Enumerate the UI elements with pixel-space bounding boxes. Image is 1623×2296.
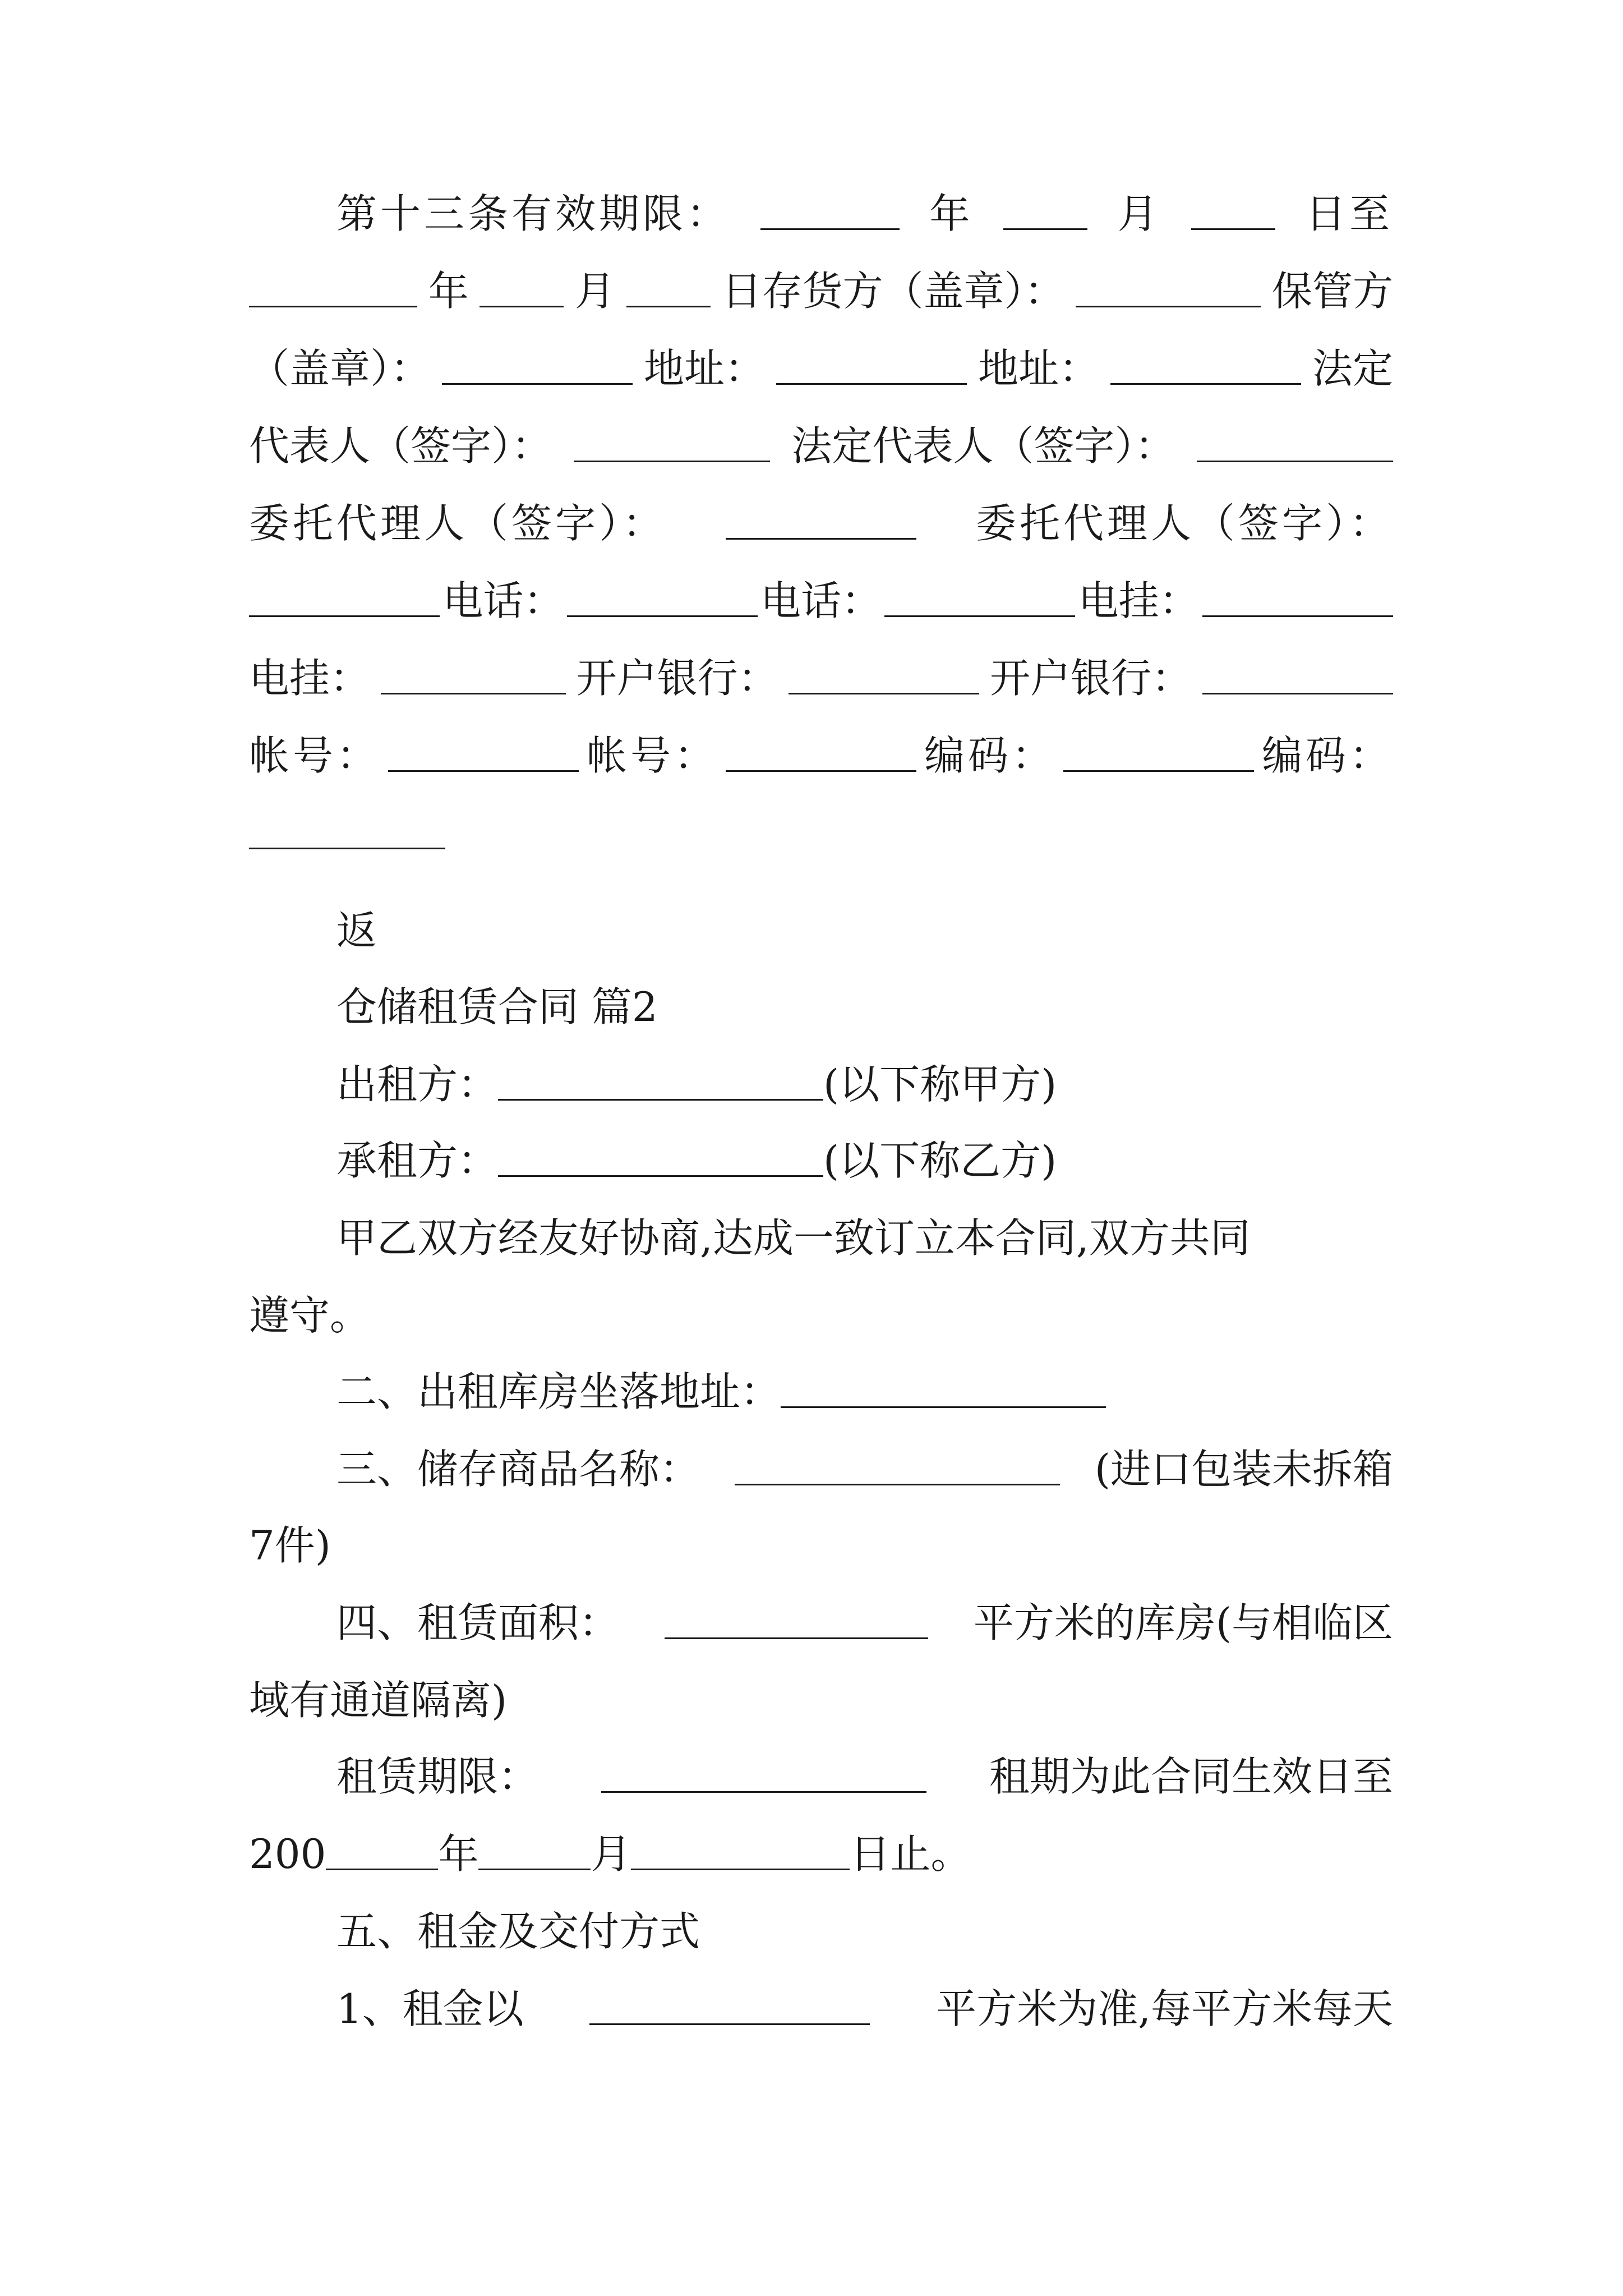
term-year-label: 年 bbox=[438, 1830, 479, 1878]
blank-account-2 bbox=[726, 770, 916, 772]
article-13-line-7 bbox=[249, 647, 1393, 709]
section-3-line-1 bbox=[336, 1438, 1393, 1500]
blank-address-1 bbox=[776, 383, 967, 385]
lessee-line bbox=[336, 1130, 1393, 1191]
article-13-line-1 bbox=[336, 183, 1393, 245]
article-13-line-2 bbox=[249, 260, 1393, 322]
legal-representative-signature-label: 法定代表人（签字）： bbox=[791, 422, 1175, 470]
telex-label: 电挂： bbox=[1078, 577, 1200, 624]
bank-label: 开户银行： bbox=[576, 655, 778, 702]
article-13-line-6 bbox=[249, 570, 1393, 632]
term-year-prefix: 200 bbox=[249, 1830, 326, 1878]
section-2-line bbox=[336, 1361, 1393, 1423]
contract-title-text: 仓储租赁合同 篇2 bbox=[336, 983, 658, 1030]
section-3-note-2: 7件) bbox=[249, 1522, 331, 1569]
blank-agent-2 bbox=[249, 615, 440, 617]
address-label: 地址： bbox=[978, 345, 1099, 392]
day-to-label: 日至 bbox=[1305, 190, 1393, 237]
blank-phone-2 bbox=[884, 615, 1075, 617]
year-label: 年 bbox=[929, 190, 974, 237]
blank-term-month bbox=[478, 1868, 591, 1870]
blank-depositor-seal bbox=[1076, 305, 1261, 307]
seal-label: （盖章）： bbox=[249, 345, 431, 392]
blank-term bbox=[601, 1791, 926, 1793]
blank-end-month bbox=[479, 305, 564, 307]
blank-postcode-2 bbox=[249, 847, 445, 849]
blank-bank-1 bbox=[789, 692, 979, 694]
blank-lessee bbox=[498, 1175, 823, 1177]
rent-item-1-label: 1、租金以 bbox=[336, 1985, 524, 2032]
lessee-label: 承租方： bbox=[336, 1137, 499, 1184]
section-3-line-2 bbox=[249, 1515, 1393, 1576]
blank-custodian-seal bbox=[442, 383, 633, 385]
postcode-label: 编码： bbox=[924, 732, 1055, 779]
section-3-label: 三、储存商品名称： bbox=[336, 1446, 700, 1493]
back-text[interactable]: 返 bbox=[336, 907, 377, 954]
article-13-line-4 bbox=[249, 415, 1393, 477]
blank-telex-1 bbox=[1202, 615, 1393, 617]
back-link[interactable] bbox=[336, 900, 1393, 961]
blank-area bbox=[665, 1637, 928, 1639]
rent-item-1 bbox=[336, 1978, 1393, 2040]
blank-representative-2 bbox=[1197, 460, 1393, 462]
section-4-label: 四、租赁面积： bbox=[336, 1599, 620, 1646]
legal-label: 法定 bbox=[1312, 345, 1393, 392]
term-line-1 bbox=[336, 1746, 1393, 1807]
agent-signature-label: 委托代理人（签字）： bbox=[249, 500, 667, 547]
postcode-label-2: 编码： bbox=[1261, 732, 1393, 779]
agreement-text-1: 甲乙双方经友好协商,达成一致订立本合同,双方共同 bbox=[336, 1214, 1251, 1262]
blank-start-year bbox=[760, 228, 900, 230]
lessor-suffix: (以下称甲方) bbox=[823, 1061, 1057, 1108]
agreement-text-2: 遵守。 bbox=[249, 1292, 371, 1339]
lessor-label: 出租方： bbox=[336, 1061, 499, 1108]
term-day-label: 日止。 bbox=[850, 1830, 971, 1878]
blank-lessor bbox=[498, 1098, 823, 1101]
month-label: 月 bbox=[1117, 190, 1161, 237]
article-13-line-9 bbox=[249, 802, 1393, 864]
representative-signature-label: 代表人（签字）： bbox=[249, 422, 552, 470]
blank-phone-1 bbox=[567, 615, 758, 617]
article-13-line-5 bbox=[249, 493, 1393, 554]
blank-end-day bbox=[626, 305, 711, 307]
contract-title bbox=[336, 976, 1393, 1038]
blank-telex-2 bbox=[381, 692, 566, 694]
bank-label-2: 开户银行： bbox=[990, 655, 1192, 702]
blank-goods-name bbox=[735, 1483, 1060, 1485]
term-line-2 bbox=[249, 1823, 1393, 1885]
depositor-seal-label: 日存货方（盖章）： bbox=[721, 268, 1065, 315]
blank-end-year bbox=[249, 305, 417, 307]
account-label: 帐号： bbox=[249, 732, 381, 779]
section-3-note: (进口包装未拆箱 bbox=[1094, 1446, 1393, 1493]
article-13-line-8 bbox=[249, 725, 1393, 786]
telex-label-2: 电挂： bbox=[249, 655, 371, 702]
blank-address-2 bbox=[1110, 383, 1301, 385]
phone-label-2: 电话： bbox=[760, 577, 882, 624]
article-13-label: 第十三条有效期限： bbox=[336, 190, 731, 237]
lessor-line bbox=[336, 1053, 1393, 1115]
article-13-line-3 bbox=[249, 338, 1393, 399]
custodian-label: 保管方 bbox=[1271, 268, 1393, 315]
lessee-suffix: (以下称乙方) bbox=[823, 1137, 1057, 1184]
section-4-note-2: 域有通道隔离) bbox=[249, 1677, 508, 1724]
rent-item-1-text: 平方米为准,每平方米每天 bbox=[936, 1985, 1393, 2032]
blank-account-1 bbox=[388, 770, 579, 772]
agreement-line-2 bbox=[249, 1285, 1393, 1346]
term-month-label: 月 bbox=[591, 1830, 631, 1878]
year-label: 年 bbox=[428, 268, 469, 315]
blank-bank-2 bbox=[1202, 692, 1393, 694]
agent-signature-label-2: 委托代理人（签字）： bbox=[975, 500, 1393, 547]
blank-start-day bbox=[1191, 228, 1275, 230]
term-label: 租赁期限： bbox=[336, 1753, 539, 1800]
section-2-label: 二、出租库房坐落地址： bbox=[336, 1368, 781, 1415]
account-label-2: 帐号： bbox=[586, 732, 718, 779]
section-5-heading bbox=[336, 1901, 1393, 1962]
blank-rent-area bbox=[589, 2023, 870, 2025]
blank-term-day bbox=[631, 1868, 850, 1870]
blank-agent-1 bbox=[726, 537, 916, 540]
term-note: 租期为此合同生效日至 bbox=[989, 1753, 1393, 1800]
blank-postcode-1 bbox=[1063, 770, 1254, 772]
agreement-line-1 bbox=[336, 1207, 1393, 1269]
blank-start-month bbox=[1003, 228, 1087, 230]
address-label: 地址： bbox=[643, 345, 765, 392]
section-4-note: 平方米的库房(与相临区 bbox=[973, 1599, 1393, 1646]
blank-representative-1 bbox=[574, 460, 770, 462]
blank-warehouse-address bbox=[781, 1406, 1106, 1408]
section-4-line-2 bbox=[249, 1669, 1393, 1731]
blank-term-year bbox=[326, 1868, 438, 1870]
section-5-text: 五、租金及交付方式 bbox=[336, 1908, 700, 1955]
section-4-line-1 bbox=[336, 1592, 1393, 1654]
phone-label: 电话： bbox=[442, 577, 564, 624]
month-label: 月 bbox=[575, 268, 616, 315]
